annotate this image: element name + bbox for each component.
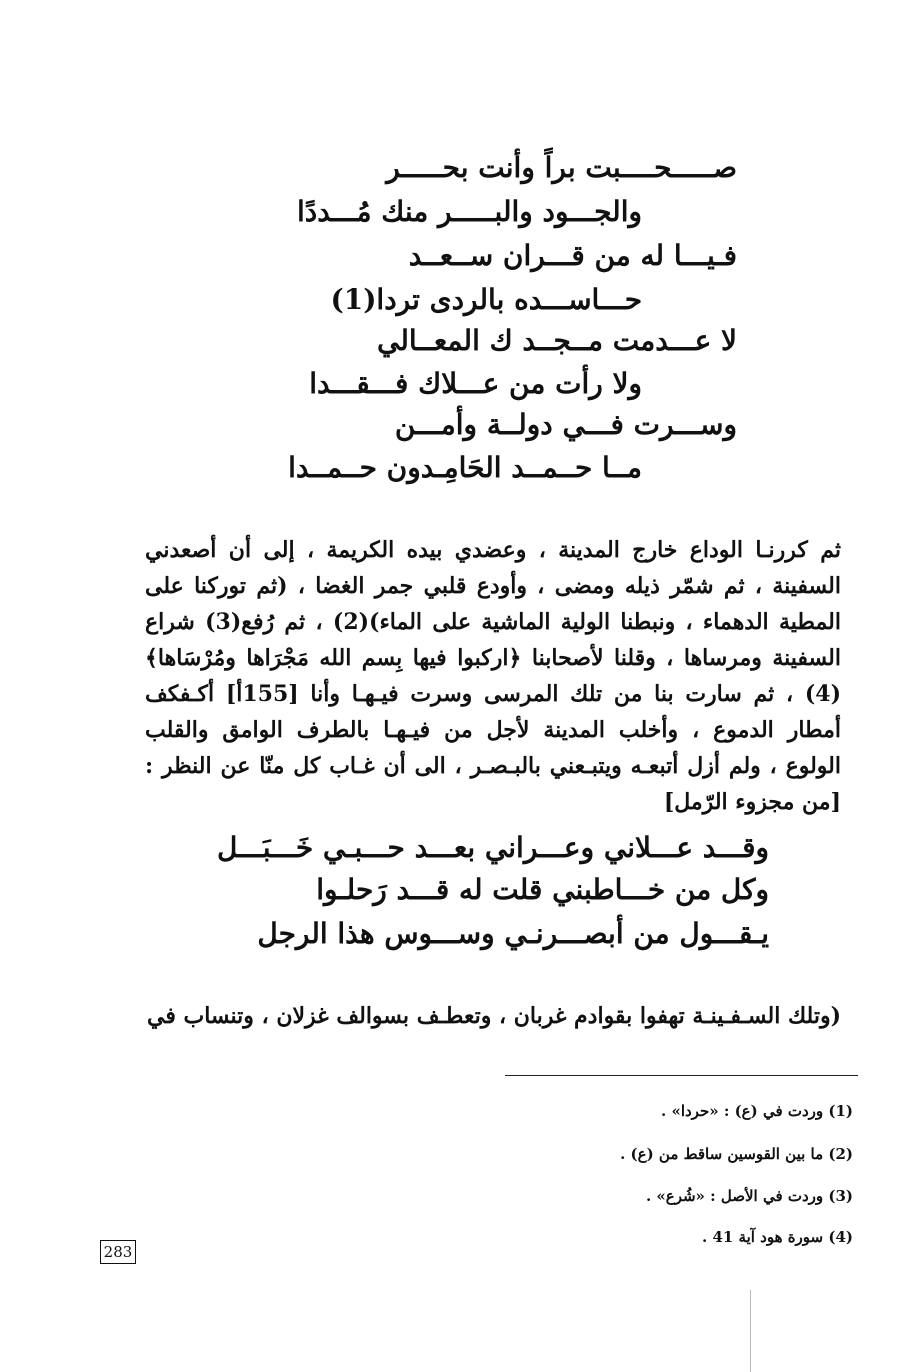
verse-line: وقـــد عـــلاني وعـــراني بعـــد حـــبـي خَـــبَـــل	[216, 831, 769, 864]
footnote: (3) وردت في الأصل : «شُرع» .	[645, 1187, 853, 1205]
verse-line: وســـرت فـــي دولــة وأمـــن	[394, 408, 737, 441]
prose-paragraph: ثم كررنـا الوداع خارج المدينة ، وعضدي بيده الكريمة ، إلى أن أصعدني السفينة ، ثم شمّر ذيله ومضى ، وأودع قلبي جمر الغضا ، (ثم توركنا على المطية الدهماء ، ونبطنا الولية الماشية على الماء)(2) ، ثم رُفع(3) شراع السفينة ومرساها ، وقلنا لأصحابنا ﴿اركبوا فيها بِسم الله مَجْرَاها ومُرْسَاها﴾(4) ، ثم سارت بنا من تلك المرسى وسرت فيـهـا وأنا [155أ] أكـفكف أمطار الدموع ، وأخلب المدينة لأجل من فيـهـا بالطرف الوامق والقلب الولوع ، ولم أزل أتبعـه ويتبـعني بالبـصـر ، الى أن غـاب كل منّا عن النظر : [من مجزوء الرّمل]	[145, 537, 841, 815]
footnote: (1) وردت في (ع) : «حردا» .	[661, 1102, 853, 1120]
footnote: (2) ما بين القوسين ساقط من (ع) .	[620, 1145, 853, 1163]
verse-line: صـــــحــــبت براً وأنت بحـــــر	[386, 151, 737, 184]
page-number: 283	[100, 1240, 136, 1264]
footnote: (4) سورة هود آية 41 .	[701, 1228, 853, 1246]
verse-line: ولا رأت من عـــلاك فـــقـــدا	[309, 367, 642, 400]
verse-line: يـقـــول من أبصـــرنـي وســـوس هذا الرجل	[257, 917, 769, 950]
verse-line: لا عـــدمت مــجــد ك المعــالي	[377, 324, 737, 357]
prose-paragraph-continued: (وتلك السـفـينـة تهفوا بقوادم غربان ، وتعطـف بسوالف غزلان ، وتنساب في	[146, 1003, 841, 1029]
verse-line: والجـــود والبـــــر منك مُـــددًا	[296, 195, 642, 228]
verse-line: مــا حــمــد الحَامِـدون حــمــدا	[288, 451, 642, 484]
scan-edge-divider	[750, 1290, 751, 1372]
verse-line: حـــاســـده بالردى تردا(1)	[330, 283, 642, 316]
verse-line: فـيـــا له من قـــران ســعــد	[408, 239, 737, 272]
verse-line: وكل من خـــاطبني قلت له قـــد رَحلـوا	[316, 873, 769, 906]
footnote-divider	[505, 1075, 858, 1076]
